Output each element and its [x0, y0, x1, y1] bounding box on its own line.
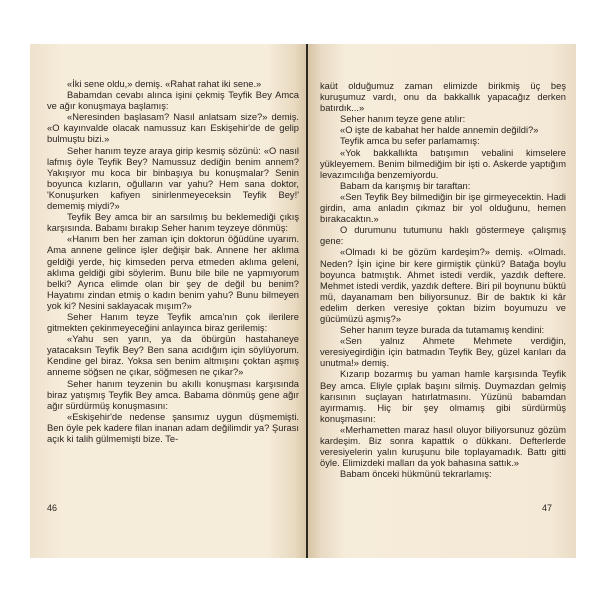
paragraph: «Neresinden başlasam? Nasıl anlatsam size?» demiş. «O kayınvalde olacak namussuz karı Eskişehir'de de gelip bulmuştu bizi.» [47, 112, 299, 145]
paragraph: Seher hanım teyzenin bu akıllı konuşması karşısında biraz yatışmış Teyfik Bey amca. Babama dönmüş gene ağır ağır sürdürmüş konuşmasını: [47, 378, 299, 411]
paragraph: kaüt olduğumuz zaman elimizde birikmiş üç beş kuruşumuz vardı, onu da bakkallık yapacağız derken batırdık...» [320, 81, 566, 114]
paragraph: Babamdan cevabı alınca işini çekmiş Teyfik Bey Amca ve ağır konuşmaya başlamış: [47, 90, 299, 112]
paragraph: Babam da karışmış bir taraftan: [340, 180, 471, 191]
paragraph: Kızarıp bozarmış bu yaman hamle karşısında Teyfik Bey amca. Eliyle çıplak başını silmiş. Duymazdan gelmiş karısının suçlayan hatırlatmasını. Yüzünü babamdan ayırmamış. Hiç bir şey olmamış gibi sürdürmüş konuşmasını: [320, 369, 566, 424]
open-book [30, 44, 576, 558]
page-number-right: 47 [541, 503, 552, 513]
paragraph: «Sen yalnız Ahmete Mehmete verdiğin, veresiyegirdiğin için batmadın Teyfik Bey, güzel karıları da unutma!» demiş. [320, 336, 566, 369]
paragraph: «Yahu sen yarın, ya da öbürgün hastahaneye yatacaksın Teyfik Bey? Ben sana acıdığım için söylüyorum. Kendine gel biraz. Yoksa sen benim altmışını çoktan aşmış anneme söğsen ne çıkar, söğmesen ne çıkar?» [47, 334, 299, 378]
paragraph: «Merhametten maraz hasıl oluyor biliyorsunuz gözüm kardeşim. Biz sonra kapattık o dükkanı. Defterlerde veresiyelerin yalın kuruşunu bile toplayamadık. Battı gitti öyle. Elimizdeki malları da yok bahasına sattık.» [320, 424, 566, 469]
paragraph: Babam önceki hükmünü tekrarlamış: [340, 469, 492, 480]
paragraph: «Hanım ben her zaman için doktorun öğüdüne uyarım. Ama annene gelince işler değişir bak. Annene her aklıma geldiği yerde, hiç kimseden pervа etmeden aklıma geleni, aklıma geldiği gibi söylerim. Bunu bile bile ne yapmıyorum belki? Ayrıca elimde olan bir şey de değil bu benim? Hayatımı zindan etmiş o kadın benim yahu? Bunu bilmeyen yok ki? Nesini saklayacak mışım?» [47, 234, 299, 311]
paragraph: «O işte de kabahat her halde annemin değildi?» [340, 125, 539, 136]
paragraph: Teyfik amca bu sefer parlamamış: [340, 136, 480, 147]
paragraph: Seher hanım teyze araya girip kesmiş sözünü: «O nasıl lafmış öyle Teyfik Bey? Namussuz dediğin benim annem? Yakışıyor mu koca bir binbaşıya bu konuşmalar? Senin boyunca kızların, oğulların var yahu? Hem sana doktor, 'Konuşurken kafiyen sinirlenmeyeceksin Teyfik Bey!' dememiş miydi?» [47, 145, 299, 212]
page-number-left: 46 [47, 503, 58, 513]
paragraph: «İki sene oldu,» demiş. «Rahat rahat iki sene.» [67, 79, 262, 89]
paragraph: «Olmadı ki be gözüm kardeşim?» demiş. «Olmadı. Neden? İşin içine bir kere girmiştik çünkü? Batağa boylu boyunca batmıştık. Ahmet istedi verdik, yazdık deftere. Mehmet istedi verdik, yazdık deftere. Birі pil boynunu büktü mü, dayanamam ben biliyorsunuz. Bir de baktık ki kâr edelim derken veresiye çoktan bizim boyumuzu ve gücümüzü aşmış?» [320, 247, 566, 324]
paragraph: Seher hanım teyze burada da tutamamış kendini: [340, 325, 545, 336]
right-page [308, 44, 576, 558]
left-page [30, 44, 306, 558]
paragraph: Seher Hanım teyze Teyfik amca'nın çok ilerilere gitmekten çekinmeyeceğini anlayınca biraz gerilemiş: [47, 311, 299, 334]
right-page-text [320, 81, 566, 480]
paragraph: «Yok bakkallıkta batışımın vebalini kimselere yükleyemem. Benim bilmediğim bir işti o. Askerde yaptığım levazımcılığa benzemiyordu. [320, 147, 566, 180]
paragraph: Seher hanım teyze gene atılır: [340, 114, 466, 125]
left-page-text [47, 79, 299, 445]
paragraph: «Sen Teyfik Bey bilmediğin bir işe girmeyecektin. Hadi girdin, ama anladın çıkmaz bir yol olduğunu, hemen bırakacaktın.» [320, 191, 566, 225]
paragraph: Teyfik Bey amca bir an sarsılmış bu beklemediği çıkış karşısında. Babamı bırakıp Seher hanım teyzeye dönmüş: [47, 212, 299, 234]
paragraph: O durumunu tutumunu haklı göstermeye çalışmış gene: [320, 225, 566, 247]
paragraph: «Eskişehir'de nedense şansımız uygun düşmemişti. Ben öyle pek kadere filan inanan adam değilimdir ya? Şurası açık ki talih gülmemişti bize. Te- [47, 411, 299, 444]
